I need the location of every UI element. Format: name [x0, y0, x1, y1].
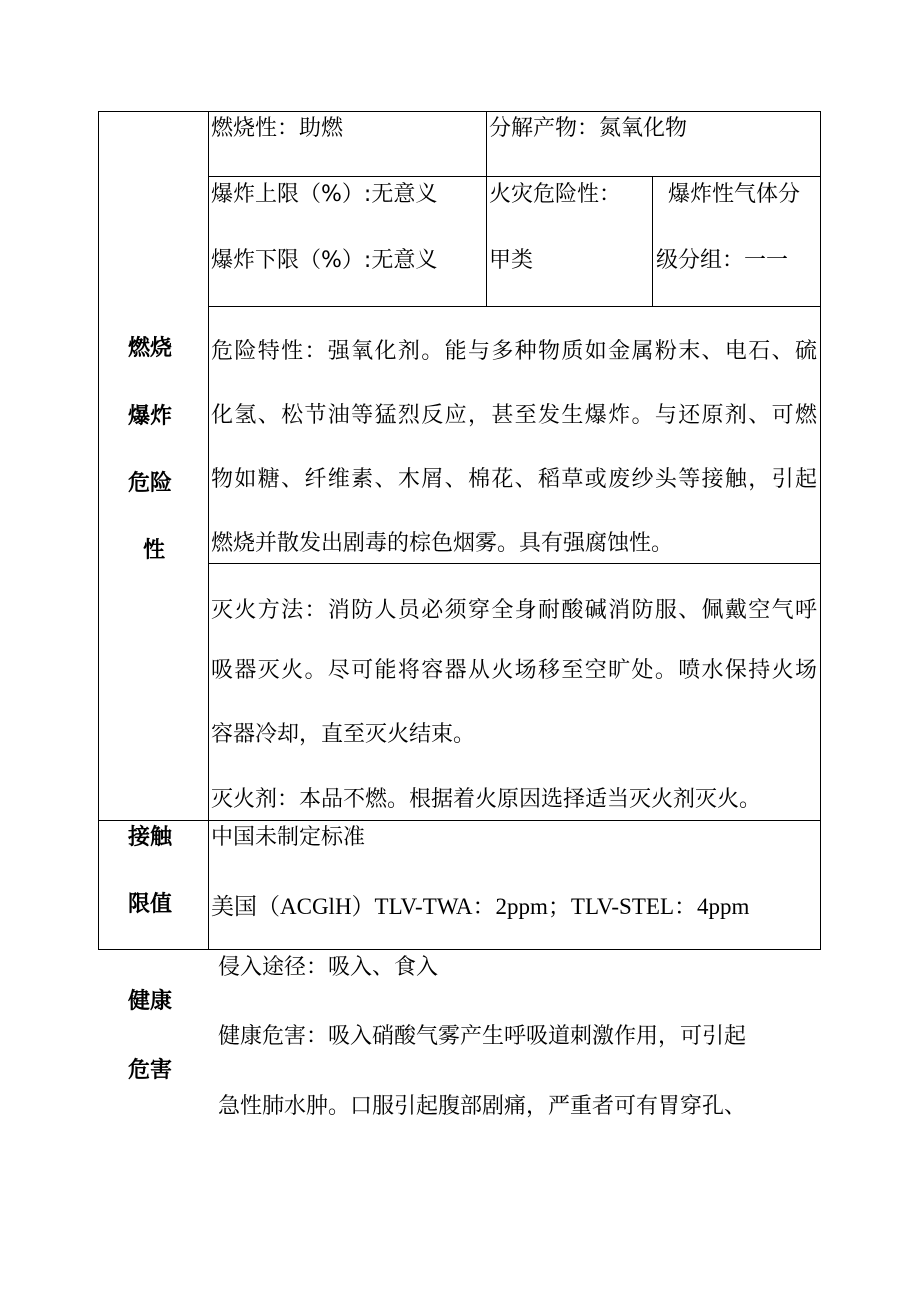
gas-group-label: 爆炸性气体分	[668, 182, 801, 207]
extinguishing-agent: 灭火剂：本品不燃。根据着火原因选择适当灭火剂灭火。	[211, 787, 762, 812]
label-column-divider	[208, 111, 209, 950]
health-heading-line-1: 健康	[128, 989, 173, 1014]
row-divider-1	[208, 176, 821, 177]
section-divider	[98, 820, 821, 821]
fire-hazard-class-value: 甲类	[489, 248, 534, 273]
row-divider-2	[208, 306, 821, 307]
combustion-heading-line-2: 爆炸	[128, 404, 173, 429]
health-hazard-line: 急性肺水肿。口服引起腹部剧痛，严重者可有胃穿孔、	[218, 1094, 747, 1119]
table-border-right	[820, 111, 821, 950]
cell-divider-1	[486, 111, 487, 307]
entry-route: 侵入途径：吸入、食入	[218, 955, 439, 980]
flammability: 燃烧性：助燃	[211, 116, 344, 141]
hazard-characteristics-line: 燃烧并散发出剧毒的棕色烟雾。具有强腐蚀性。	[211, 531, 674, 556]
explosion-lower-limit: 爆炸下限（%）:无意义	[211, 248, 438, 273]
table-border-bottom	[98, 949, 821, 950]
hazard-characteristics-line: 危险特性：强氧化剂。能与多种物质如金属粉末、电石、硫	[211, 339, 817, 364]
firefighting-method-line: 容器冷却，直至灭火结束。	[211, 722, 476, 747]
combustion-heading-line-3: 危险	[128, 471, 173, 496]
health-heading-line-2: 危害	[128, 1058, 173, 1083]
table-border-left	[98, 111, 99, 950]
cell-divider-2	[652, 176, 653, 307]
row-divider-3	[208, 563, 821, 564]
combustion-heading-line-4: 性	[143, 538, 166, 563]
exposure-heading-line-1: 接触	[128, 825, 173, 850]
decomposition-products: 分解产物：氮氧化物	[489, 116, 688, 141]
firefighting-method-line: 灭火方法：消防人员必须穿全身耐酸碱消防服、佩戴空气呼	[211, 598, 817, 623]
fire-hazard-class-label: 火灾危险性：	[489, 182, 622, 207]
table-border-top	[98, 111, 821, 112]
gas-group-value: 级分组：一一	[656, 248, 789, 273]
hazard-characteristics-line: 化氢、松节油等猛烈反应，甚至发生爆炸。与还原剂、可燃	[211, 403, 817, 428]
health-hazard-line: 健康危害：吸入硝酸气雾产生呼吸道刺激作用，可引起	[218, 1024, 747, 1049]
hazard-characteristics-line: 物如糖、纤维素、木屑、棉花、稻草或废纱头等接触，引起	[211, 467, 817, 492]
exposure-limit-china: 中国未制定标准	[211, 825, 366, 850]
combustion-heading-line-1: 燃烧	[128, 336, 173, 361]
exposure-heading-line-2: 限值	[128, 892, 173, 917]
exposure-limit-usa: 美国（ACGlH）TLV-TWA：2ppm；TLV-STEL：4ppm	[211, 894, 750, 919]
firefighting-method-line: 吸器灭火。尽可能将容器从火场移至空旷处。喷水保持火场	[211, 658, 817, 683]
explosion-upper-limit: 爆炸上限（%）:无意义	[211, 182, 438, 207]
